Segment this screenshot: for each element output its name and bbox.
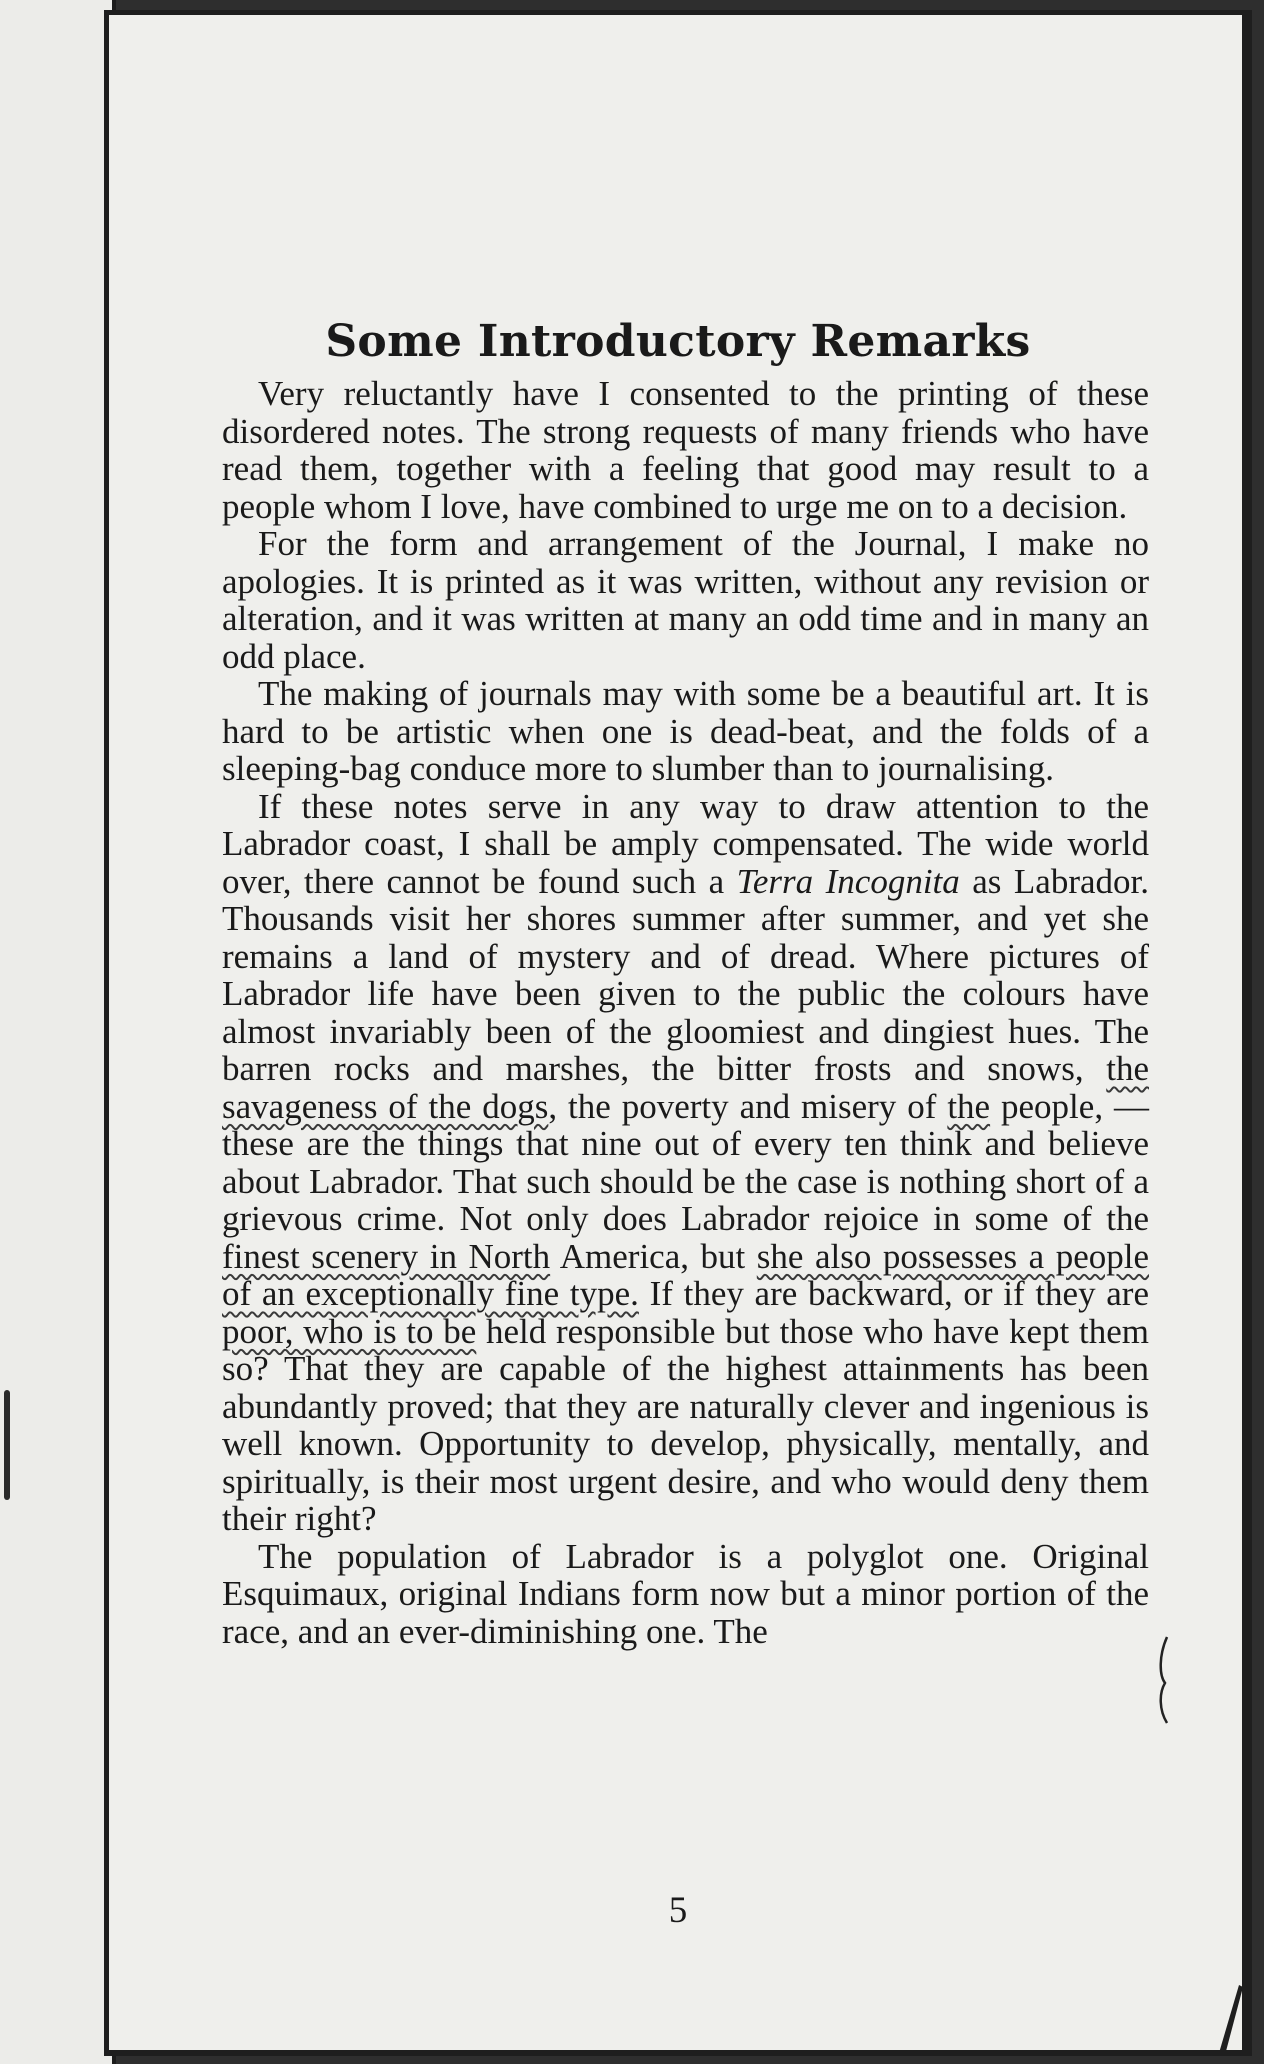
- handwritten-underline-3: finest scenery in North: [222, 1236, 551, 1276]
- margin-bracket-mark: [4, 1390, 10, 1500]
- paragraph-4-part-b: as Labrador. Thousands visit her shores summer after summer, and yet she remains a land of mystery and of dread. Where pictures of Labrador life have been given to the public the colours have almost invariably been of the gloomiest and dingiest hues. The barren rocks and marshes, the bitter frosts and snows,: [222, 861, 1149, 1088]
- paragraph-4-part-f: If they are backward, or if they are: [638, 1274, 1149, 1313]
- paragraph-1: Very reluctantly have I consented to the printing of these disordered notes. The strong requests of many friends who have read them, together with a feeling that good may result to a people whom I love, have combined to urge me on to a decision.: [222, 374, 1149, 526]
- handwritten-underline-2: the: [947, 1086, 991, 1126]
- paragraph-3: The making of journals may with some be a beautiful art. It is hard to be artistic when one is dead-beat, and the folds of a sleeping-bag conduce more to slumber than to journalising.: [222, 674, 1149, 788]
- facing-page-edge: [0, 0, 116, 2064]
- paragraph-4-part-g: held responsible but those who have kept them so? That they are capable of the highest attainments has been abundantly proved; that they are naturally clever and ingenious is well known. Opportunity to develop, physically, mentally, and spiritually, is their most urgent desire, and who would deny them their right?: [222, 1311, 1149, 1538]
- handwritten-underline-1: the savageness of the dogs: [222, 1049, 1149, 1126]
- handwritten-underline-4: she also possesses a people of an exceptionally fine type.: [222, 1236, 1149, 1313]
- paragraph-2: For the form and arrangement of the Journal, I make no apologies. It is printed as it was written, without any revision or alteration, and it was written at many an odd time and in many an odd place.: [222, 524, 1149, 676]
- paragraph-5: The population of Labrador is a polyglot one. Original Esquimaux, original Indians form now but a minor portion of the race, and an ever-diminishing one. The: [222, 1536, 1149, 1651]
- corner-ink-mark: [1209, 1975, 1249, 2055]
- handwritten-underline-5: poor, who is to be: [222, 1311, 477, 1351]
- page-number: 5: [668, 1890, 688, 1931]
- italic-phrase: Terra Incognita: [736, 861, 960, 901]
- paragraph-4-part-e: America, but: [550, 1236, 757, 1276]
- handwritten-margin-bracket: [1157, 1635, 1171, 1725]
- page-title: Some Introductory Remarks: [325, 316, 1031, 368]
- paragraph-4: [222, 788, 1149, 1538]
- paragraph-4-part-a: If these notes serve in any way to draw attention to the Labrador coast, I shall be amply compensated. The wide world over, there cannot be found such a: [222, 786, 1149, 901]
- paragraph-4-part-c: , the poverty and misery of: [548, 1086, 948, 1126]
- paragraph-4-part-d: people, — these are the things that nine out of every ten think and believe about Labrador. That such should be the case is nothing short of a grievous crime. Not only does Labrador rejoice in some of the: [222, 1086, 1150, 1238]
- book-page: [104, 10, 1252, 2056]
- page-body: [222, 375, 1149, 1650]
